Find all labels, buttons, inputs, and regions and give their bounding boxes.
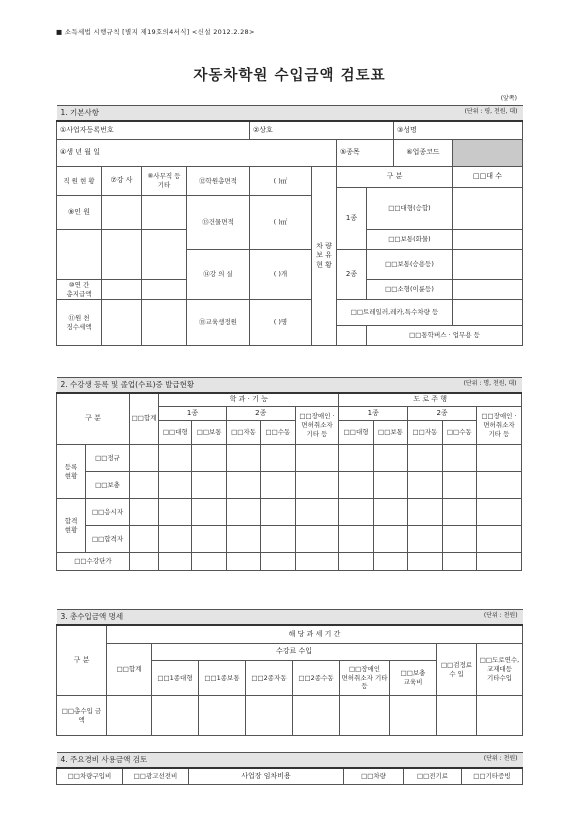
- table-cell[interactable]: [339, 526, 373, 553]
- table-cell[interactable]: [295, 472, 339, 499]
- table-cell[interactable]: [226, 472, 260, 499]
- table-cell[interactable]: [339, 472, 373, 499]
- page-side-note: (앞쪽): [500, 95, 517, 102]
- registration-status-label: 등록 현황: [57, 445, 86, 499]
- table-cell[interactable]: [159, 553, 192, 571]
- tuition-1-large-header: □□1종대형: [152, 661, 199, 696]
- total-income-label: □□총수입 금 액: [57, 696, 107, 736]
- normal-truck-label: □□보통(화물): [367, 230, 453, 250]
- skills-large-header: □□대형: [159, 421, 192, 445]
- section-4-header: 4. 주요경비 사용금액 검토 (단위 : 천원): [57, 753, 523, 768]
- table-cell[interactable]: [373, 472, 407, 499]
- passed-label: □□합격자: [86, 526, 130, 553]
- table-cell[interactable]: [199, 696, 246, 736]
- income-detail-table: [56, 609, 523, 736]
- vehicle-status-label: 차 량 보 유 현 황: [312, 167, 337, 346]
- owner-name-field[interactable]: ③성명: [394, 121, 523, 140]
- advertising-header: □□광고선전비: [123, 768, 189, 785]
- pass-status-label: 합격 현황: [57, 499, 86, 553]
- table-cell[interactable]: [192, 553, 226, 571]
- vehicle-gubun-header: 구 분: [337, 167, 453, 188]
- classroom-label: ⑭강 의 실: [187, 250, 250, 300]
- personnel-label-spacer: [57, 230, 102, 280]
- table-cell[interactable]: [226, 526, 260, 553]
- personnel-label: ⑨인 원: [57, 196, 102, 230]
- table-cell[interactable]: [226, 499, 260, 526]
- fee-label: □□수강단가: [57, 553, 130, 571]
- table-cell[interactable]: [129, 445, 158, 472]
- table-cell[interactable]: [261, 472, 295, 499]
- trailer-label: □□트레일러,레카,특수차량 등: [337, 300, 453, 326]
- road-normal-header: □□보통: [373, 421, 407, 445]
- table-cell[interactable]: [408, 445, 442, 472]
- table-cell[interactable]: [192, 472, 226, 499]
- academy-area-label: ⑫학원총면적: [187, 167, 250, 196]
- table-cell[interactable]: [261, 499, 295, 526]
- basic-info-table: [56, 105, 523, 346]
- small-vehicle-label: □□소형(이륜등): [367, 280, 453, 300]
- table-cell[interactable]: [295, 499, 339, 526]
- table-cell[interactable]: [129, 499, 158, 526]
- instructor-personnel[interactable]: [102, 196, 142, 230]
- academy-area-input[interactable]: ( )㎡: [250, 167, 312, 196]
- table-cell[interactable]: [339, 553, 373, 571]
- vehicle-count-header: □□대 수: [453, 167, 523, 188]
- skills-header: 학 과 · 기 능: [159, 393, 339, 407]
- section-1-unit: (단위 : 평, 천원, 대): [464, 107, 518, 115]
- table-cell[interactable]: [408, 499, 442, 526]
- section-4-unit: (단위 : 천원): [483, 754, 518, 762]
- table-cell[interactable]: [442, 526, 476, 553]
- office-annual-pay[interactable]: [142, 280, 187, 300]
- tuition-header: 수강료 수입: [152, 644, 437, 661]
- table-cell[interactable]: [476, 445, 521, 472]
- vehicle-header: □□차량: [344, 768, 404, 785]
- instructor-label: ⑦강 사: [102, 167, 142, 196]
- office-withholding[interactable]: [142, 300, 187, 346]
- building-area-input[interactable]: ( )㎡: [250, 196, 312, 250]
- withholding-label: ⑪원 천 징수세액: [57, 300, 102, 346]
- tuition-2-manual-header: □□2종수동: [293, 661, 340, 696]
- skills-class1-header: 1종: [159, 407, 227, 421]
- table-cell[interactable]: [390, 696, 437, 736]
- category-field[interactable]: ⑤종목: [337, 140, 394, 167]
- rent-header: 사업장 임차비용: [189, 768, 344, 785]
- table-cell[interactable]: [339, 499, 373, 526]
- table-cell[interactable]: [107, 696, 152, 736]
- office-personnel-spacer: [142, 230, 187, 280]
- tax-period-header: 해 당 과 세 기 간: [107, 625, 523, 644]
- training-capacity-label: ⑮교육생정원: [187, 300, 250, 346]
- s2-total-header: □□합계: [129, 393, 158, 445]
- supplement-label: □□보충: [86, 472, 130, 499]
- instructor-annual-pay[interactable]: [102, 280, 142, 300]
- table-cell[interactable]: [295, 553, 339, 571]
- skills-normal-header: □□보통: [192, 421, 226, 445]
- electricity-header: □□전기료: [404, 768, 462, 785]
- table-cell[interactable]: [373, 499, 407, 526]
- tuition-disabled-header: □□장애인 면허취소자 기타 등: [340, 661, 390, 696]
- table-cell[interactable]: [129, 553, 158, 571]
- s2-gubun-header: 구 분: [57, 393, 130, 445]
- table-cell[interactable]: [477, 696, 523, 736]
- table-cell[interactable]: [261, 526, 295, 553]
- table-cell[interactable]: [159, 499, 192, 526]
- table-cell[interactable]: [408, 553, 442, 571]
- large-bus-label: □□대형(승합): [367, 188, 453, 230]
- tuition-2-auto-header: □□2종자동: [246, 661, 293, 696]
- skills-class2-header: 2종: [226, 407, 295, 421]
- section-2-unit: (단위 : 명, 천원, 대): [463, 379, 517, 387]
- table-cell[interactable]: [226, 445, 260, 472]
- instructor-withholding[interactable]: [102, 300, 142, 346]
- student-status-table: [56, 377, 522, 571]
- table-cell[interactable]: [192, 526, 226, 553]
- annual-pay-label: ⑩연 간 총지급액: [57, 280, 102, 300]
- expense-review-table: [56, 752, 523, 785]
- other-evidence-header: □□기타증빙: [462, 768, 523, 785]
- road-class2-header: 2종: [408, 407, 477, 421]
- road-auto-header: □□자동: [408, 421, 442, 445]
- s3-gubun-header: 구 분: [57, 625, 107, 696]
- table-cell[interactable]: [295, 445, 339, 472]
- table-cell[interactable]: [373, 526, 407, 553]
- table-cell[interactable]: [159, 445, 192, 472]
- s3-total-header: □□합계: [107, 644, 152, 696]
- table-cell[interactable]: [442, 472, 476, 499]
- normal-car-label: □□보통(승용등): [367, 250, 453, 280]
- table-cell[interactable]: [476, 472, 521, 499]
- table-cell[interactable]: [295, 526, 339, 553]
- form-reference: ■ 소득세법 시행규칙 [별지 제19호의4서식] <신설 2012.2.28>: [56, 28, 255, 36]
- table-cell[interactable]: [192, 499, 226, 526]
- vehicle-purchase-header: □□차량구입비: [57, 768, 123, 785]
- business-reg-no-field[interactable]: ①사업자등록번호: [57, 121, 250, 140]
- table-cell[interactable]: [192, 445, 226, 472]
- table-cell[interactable]: [476, 499, 521, 526]
- building-area-label: ⑬건물면적: [187, 196, 250, 250]
- table-cell[interactable]: [373, 553, 407, 571]
- skills-manual-header: □□수동: [261, 421, 295, 445]
- table-cell[interactable]: [442, 499, 476, 526]
- other-income-header: □□도로연수, 교재대등 기타수입: [477, 644, 523, 696]
- trailer-count[interactable]: [453, 300, 523, 326]
- section-3-unit: (단위 : 천원): [483, 611, 518, 619]
- instructor-personnel-spacer: [102, 230, 142, 280]
- section-1-header: 1. 기본사항 (단위 : 평, 천원, 대): [57, 106, 523, 121]
- office-personnel[interactable]: [142, 196, 187, 230]
- normal-car-count[interactable]: [453, 250, 523, 280]
- table-cell[interactable]: [340, 696, 390, 736]
- training-capacity-input[interactable]: ( )명: [250, 300, 312, 346]
- vehicle-class2-label: 2종: [337, 250, 367, 300]
- classroom-input[interactable]: ( )개: [250, 250, 312, 300]
- trade-name-field[interactable]: ②상호: [250, 121, 394, 140]
- table-cell[interactable]: [408, 472, 442, 499]
- table-cell[interactable]: [246, 696, 293, 736]
- table-cell[interactable]: [261, 445, 295, 472]
- large-bus-count[interactable]: [453, 188, 523, 230]
- school-bus-label: □□통학버스 · 업무용 등: [367, 326, 523, 346]
- skills-auto-header: □□자동: [226, 421, 260, 445]
- section-2-header: 2. 수강생 등록 및 졸업(수료)증 발급현황 (단위 : 명, 천원, 대): [57, 378, 522, 393]
- industry-code-label: ⑥업종코드: [394, 140, 453, 167]
- table-cell[interactable]: [339, 445, 373, 472]
- table-cell[interactable]: [408, 526, 442, 553]
- table-cell[interactable]: [152, 696, 199, 736]
- road-manual-header: □□수동: [442, 421, 476, 445]
- normal-truck-count[interactable]: [453, 230, 523, 250]
- section-3-header: 3. 총수입금액 명세 (단위 : 천원): [57, 610, 523, 625]
- table-cell[interactable]: [129, 472, 158, 499]
- tuition-supplement-header: □□보충 교육비: [390, 661, 437, 696]
- industry-code-cell: [453, 140, 523, 167]
- road-header: 도 로 주 행: [339, 393, 522, 407]
- tuition-1-normal-header: □□1종보통: [199, 661, 246, 696]
- table-cell[interactable]: [129, 526, 158, 553]
- regular-label: □□정규: [86, 445, 130, 472]
- table-cell[interactable]: [476, 553, 521, 571]
- vehicle-class1-label: 1종: [337, 188, 367, 250]
- table-cell[interactable]: [442, 553, 476, 571]
- table-cell[interactable]: [373, 445, 407, 472]
- table-cell[interactable]: [159, 472, 192, 499]
- birth-date-field[interactable]: ④생 년 월 일: [57, 140, 337, 167]
- office-etc-label: ⑧사무직 등 기타: [142, 167, 187, 196]
- table-cell[interactable]: [437, 696, 477, 736]
- test-fee-header: □□검정료 수 입: [437, 644, 477, 696]
- small-vehicle-count[interactable]: [453, 280, 523, 300]
- table-cell[interactable]: [261, 553, 295, 571]
- road-large-header: □□대형: [339, 421, 373, 445]
- road-class1-header: 1종: [339, 407, 408, 421]
- road-disabled-header: □□장애인 · 면허취소자 기타 등: [476, 407, 521, 445]
- applicants-label: □□응시자: [86, 499, 130, 526]
- table-cell[interactable]: [226, 553, 260, 571]
- page-title: 자동차학원 수입금액 검토표: [193, 68, 386, 84]
- skills-disabled-header: □□장애인 · 면허취소자 기타 등: [295, 407, 339, 445]
- table-cell[interactable]: [476, 526, 521, 553]
- table-cell[interactable]: [159, 526, 192, 553]
- staff-status-label: 직 원 현 황: [57, 167, 102, 196]
- table-cell[interactable]: [293, 696, 340, 736]
- vehicle-status-spacer: [337, 326, 367, 346]
- table-cell[interactable]: [442, 445, 476, 472]
